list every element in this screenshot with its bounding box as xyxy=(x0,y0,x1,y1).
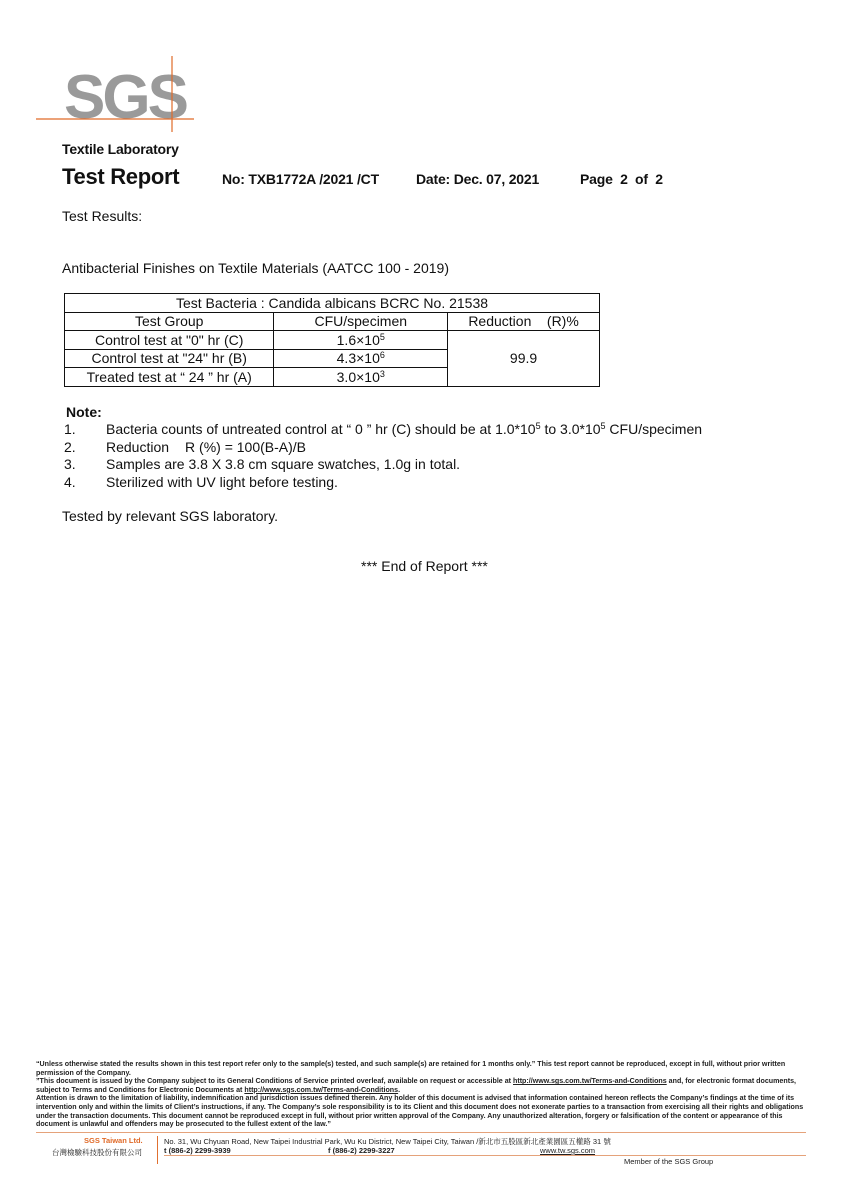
report-title: Test Report xyxy=(62,164,180,189)
row-group: Control test at "0" hr (C) xyxy=(65,331,274,350)
page-label: Page xyxy=(580,171,613,187)
company-name-en: SGS Taiwan Ltd. xyxy=(84,1136,143,1145)
note-text-part: Reduction xyxy=(106,438,170,455)
cfu-base: 3.0×10 xyxy=(336,368,380,385)
note-number: 1. xyxy=(64,421,76,437)
disclaimer-paragraph xyxy=(36,1077,816,1094)
row-cfu xyxy=(274,368,448,387)
disclaimer-text: . xyxy=(398,1085,401,1094)
cfu-exponent: 5 xyxy=(379,331,385,342)
report-number: No: TXB1772A /2021 /CT xyxy=(222,171,379,187)
row-cfu xyxy=(274,331,448,350)
page-indicator xyxy=(580,171,663,187)
note-exponent: 5 xyxy=(535,421,541,431)
note-text: Sterilized with UV light before testing. xyxy=(106,473,338,490)
page-total: 2 xyxy=(655,171,663,187)
note-text-part: R (%) = 100(B-A)/B xyxy=(185,438,307,455)
disclaimer-paragraph: “Unless otherwise stated the results shown in this test report refer only to the sample(s) tested, and such sample(s) are retained for 1 months only.” This test report cannot be reproduced, except in full, without prior written permission of the Company. xyxy=(36,1060,786,1077)
note-text xyxy=(106,439,306,456)
row-cfu xyxy=(274,349,448,368)
disclaimer-paragraph: Attention is drawn to the limitation of liability, indemnification and jurisdiction issues defined therein. Any holder of this document is advised that information contained hereon reflects the Company’s findings at the time of its intervention only and within the limits of Client’s instructions, if any. The Company’s sole responsibility is to its Client and this document does not exonerate parties to a transaction from exercising all their rights and obligations under the transaction documents. This document cannot be reproduced except in full, without prior written approval of the Company. Any unauthorized alteration, forgery or falsification of the content or appearance of this document is unlawful and offenders may be prosecuted to the fullest extent of the law.” xyxy=(36,1094,804,1129)
footer-divider-line xyxy=(36,1132,806,1133)
member-of-sgs-group: Member of the SGS Group xyxy=(624,1157,714,1166)
sgs-logo xyxy=(36,56,196,132)
table-title: Test Bacteria : Candida albicans BCRC No. 21538 xyxy=(65,294,600,313)
footer-divider-line xyxy=(164,1155,806,1156)
test-results-label: Test Results: xyxy=(62,208,143,224)
note-exponent: 5 xyxy=(600,421,606,431)
note-text xyxy=(106,421,702,438)
table-title-row xyxy=(65,294,600,313)
note-text-part: to 3.0*10 xyxy=(540,421,601,437)
report-date: Date: Dec. 07, 2021 xyxy=(416,171,540,187)
header-test-group: Test Group xyxy=(65,312,274,331)
footer-vertical-divider xyxy=(157,1136,158,1164)
lab-name: Textile Laboratory xyxy=(62,141,179,157)
note-number: 2. xyxy=(64,438,76,455)
terms-link[interactable]: http://www.sgs.com.tw/Terms-and-Conditions xyxy=(513,1077,667,1086)
cfu-base: 1.6×10 xyxy=(336,331,380,348)
table-header-row xyxy=(65,312,600,331)
disclaimer-text: ”This document is issued by the Company subject to its General Conditions of Service printed overleaf, available on request or accessible at xyxy=(36,1077,513,1086)
note-text-part: Bacteria counts of untreated control at “ 0 ” hr (C) should be at 1.0*10 xyxy=(106,421,536,437)
row-group: Control test at "24" hr (B) xyxy=(65,349,274,368)
page-of: of xyxy=(635,171,648,187)
company-name-cn: 台灣檢驗科技股份有限公司 xyxy=(52,1148,142,1157)
note-text: Samples are 3.8 X 3.8 cm square swatches, 1.0g in total. xyxy=(106,456,461,472)
table-row xyxy=(65,331,600,350)
results-table xyxy=(64,293,600,387)
company-website-link[interactable]: www.tw.sgs.com xyxy=(540,1146,596,1155)
note-number: 4. xyxy=(64,473,76,490)
cfu-exponent: 6 xyxy=(379,350,385,361)
reduction-value: 99.9 xyxy=(448,331,600,387)
header-cfu: CFU/specimen xyxy=(274,312,448,331)
page-current: 2 xyxy=(620,171,628,187)
end-of-report: *** End of Report *** xyxy=(361,558,488,574)
logo-text: SGS xyxy=(64,63,186,132)
cfu-exponent: 3 xyxy=(379,368,385,379)
note-number: 3. xyxy=(64,456,76,472)
company-phone: t (886-2) 2299-3939 xyxy=(164,1146,231,1155)
method-title: Antibacterial Finishes on Textile Materials (AATCC 100 - 2019) xyxy=(62,260,449,276)
electronic-terms-link[interactable]: http://www.sgs.com.tw/Terms-and-Conditions xyxy=(244,1085,399,1094)
header-reduction: Reduction (R)% xyxy=(448,312,600,331)
row-group: Treated test at “ 24 ” hr (A) xyxy=(65,368,274,387)
tested-by: Tested by relevant SGS laboratory. xyxy=(62,508,279,524)
disclaimer-text: and, for electronic format documents, subject to Terms and Conditions for Electronic Documents at xyxy=(36,1077,796,1094)
note-text-part: CFU/specimen xyxy=(605,421,703,437)
company-fax: f (886-2) 2299-3227 xyxy=(328,1146,395,1155)
sgs-logo-icon xyxy=(36,56,196,132)
note-heading: Note: xyxy=(66,404,102,420)
company-address: No. 31, Wu Chyuan Road, New Taipei Industrial Park, Wu Ku District, New Taipei City, Taiwan /新北市五股區新北產業園區五權路 31 號 xyxy=(164,1137,611,1146)
disclaimer xyxy=(36,1060,816,1129)
cfu-base: 4.3×10 xyxy=(336,350,380,367)
